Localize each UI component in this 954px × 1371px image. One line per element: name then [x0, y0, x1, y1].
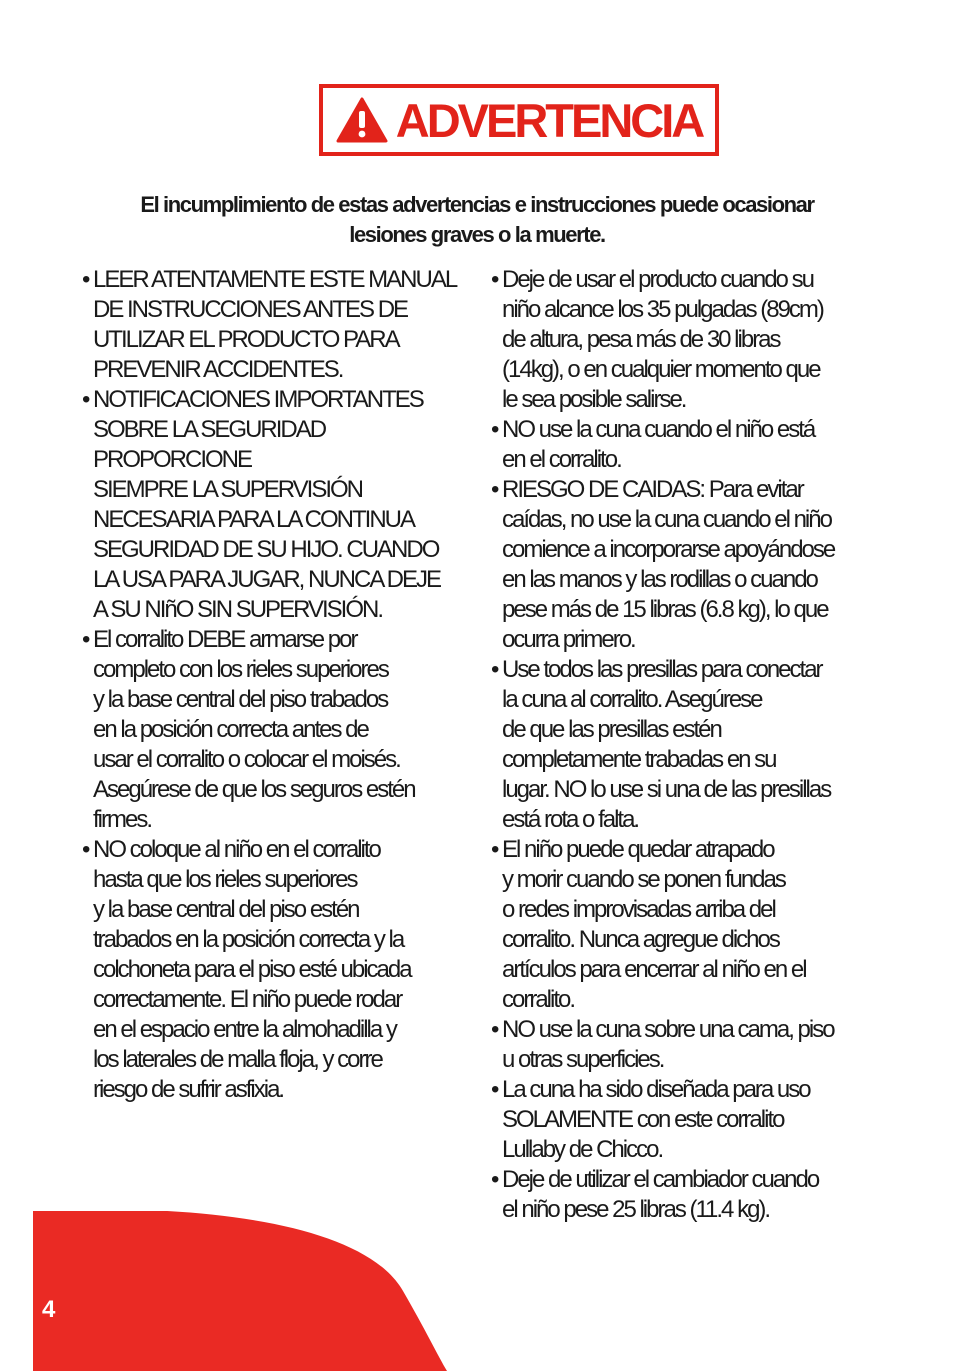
- warning-item-text: Deje de utilizar el cambiador cuando el niño pese 25 libras (11.4 kg).: [502, 1166, 819, 1223]
- warning-item: [491, 1015, 876, 1075]
- intro-line-2: lesiones graves o la muerte.: [349, 222, 605, 247]
- page-corner-decoration: [33, 1211, 453, 1371]
- warning-item-text: NO use la cuna sobre una cama, piso u otras superficies.: [502, 1016, 834, 1073]
- warning-item: [491, 835, 876, 1015]
- warning-item-text: NO coloque al niño en el corralito hasta que los rieles superiores y la base central del piso estén trabados en la posición correcta y la colchoneta para el piso esté ubicada correctamente. El niño puede rodar en el espacio entre la almohadilla y los laterales de malla floja, y corre riesgo de sufrir asfixia.: [93, 836, 411, 1103]
- warning-banner: [319, 84, 719, 156]
- warning-item-text: NO use la cuna cuando el niño está en el corralito.: [502, 416, 815, 473]
- left-warning-list: [82, 265, 462, 1105]
- warning-item-text: Use todos las presillas para conectar la cuna al corralito. Asegúrese de que las presillas estén completamente trabadas en su lugar. NO lo use si una de las presillas está rota o falta.: [502, 656, 831, 833]
- intro-warning-text: [70, 190, 884, 250]
- warning-item: [491, 1075, 876, 1165]
- warning-item-text: NOTIFICACIONES IMPORTANTES SOBRE LA SEGURIDAD PROPORCIONE SIEMPRE LA SUPERVISIÓN NECESARIA PARA LA CONTINUA SEGURIDAD DE SU HIJO. CUANDO LA USA PARA JUGAR, NUNCA DEJE A SU NIñO SIN SUPERVISIÓN.: [93, 386, 441, 623]
- warning-item-text: La cuna ha sido diseñada para uso SOLAMENTE con este corralito Lullaby de Chicco.: [502, 1076, 810, 1163]
- warning-item-text: RIESGO DE CAIDAS: Para evitar caídas, no use la cuna cuando el niño comience a incorporarse apoyándose en las manos y las rodillas o cuando pese más de 15 libras (6.8 kg), lo que ocurra primero.: [502, 476, 835, 653]
- warning-item: [491, 415, 876, 475]
- warning-item: [491, 475, 876, 655]
- warning-item-text: El niño puede quedar atrapado y morir cuando se ponen fundas o redes improvisadas arriba del corralito. Nunca agregue dichos artículos para encerrar al niño en el corralito.: [502, 836, 806, 1013]
- warning-item: [82, 265, 462, 385]
- right-warning-list: [491, 265, 876, 1225]
- warning-triangle-icon: [336, 97, 388, 143]
- warning-item-text: LEER ATENTAMENTE ESTE MANUAL DE INSTRUCCIONES ANTES DE UTILIZAR EL PRODUCTO PARA PREVENIR ACCIDENTES.: [93, 266, 457, 383]
- warning-item-text: Deje de usar el producto cuando su niño alcance los 35 pulgadas (89cm) de altura, pesa más de 30 libras (14kg), o en cualquier momento que le sea posible salirse.: [502, 266, 823, 413]
- warning-item: [82, 385, 462, 625]
- warning-item-text: El corralito DEBE armarse por completo con los rieles superiores y la base central del piso trabados en la posición correcta antes de usar el corralito o colocar el moisés. Asegúrese de que los seguros estén firmes.: [93, 626, 415, 833]
- warning-item: [82, 835, 462, 1105]
- warning-item: [491, 655, 876, 835]
- warning-item: [491, 265, 876, 415]
- warning-item: [491, 1165, 876, 1225]
- page-number: 4: [42, 1296, 56, 1323]
- warning-title: ADVERTENCIA: [395, 93, 703, 147]
- warning-item: [82, 625, 462, 835]
- intro-line-1: El incumplimiento de estas advertencias e instrucciones puede ocasionar: [140, 192, 814, 217]
